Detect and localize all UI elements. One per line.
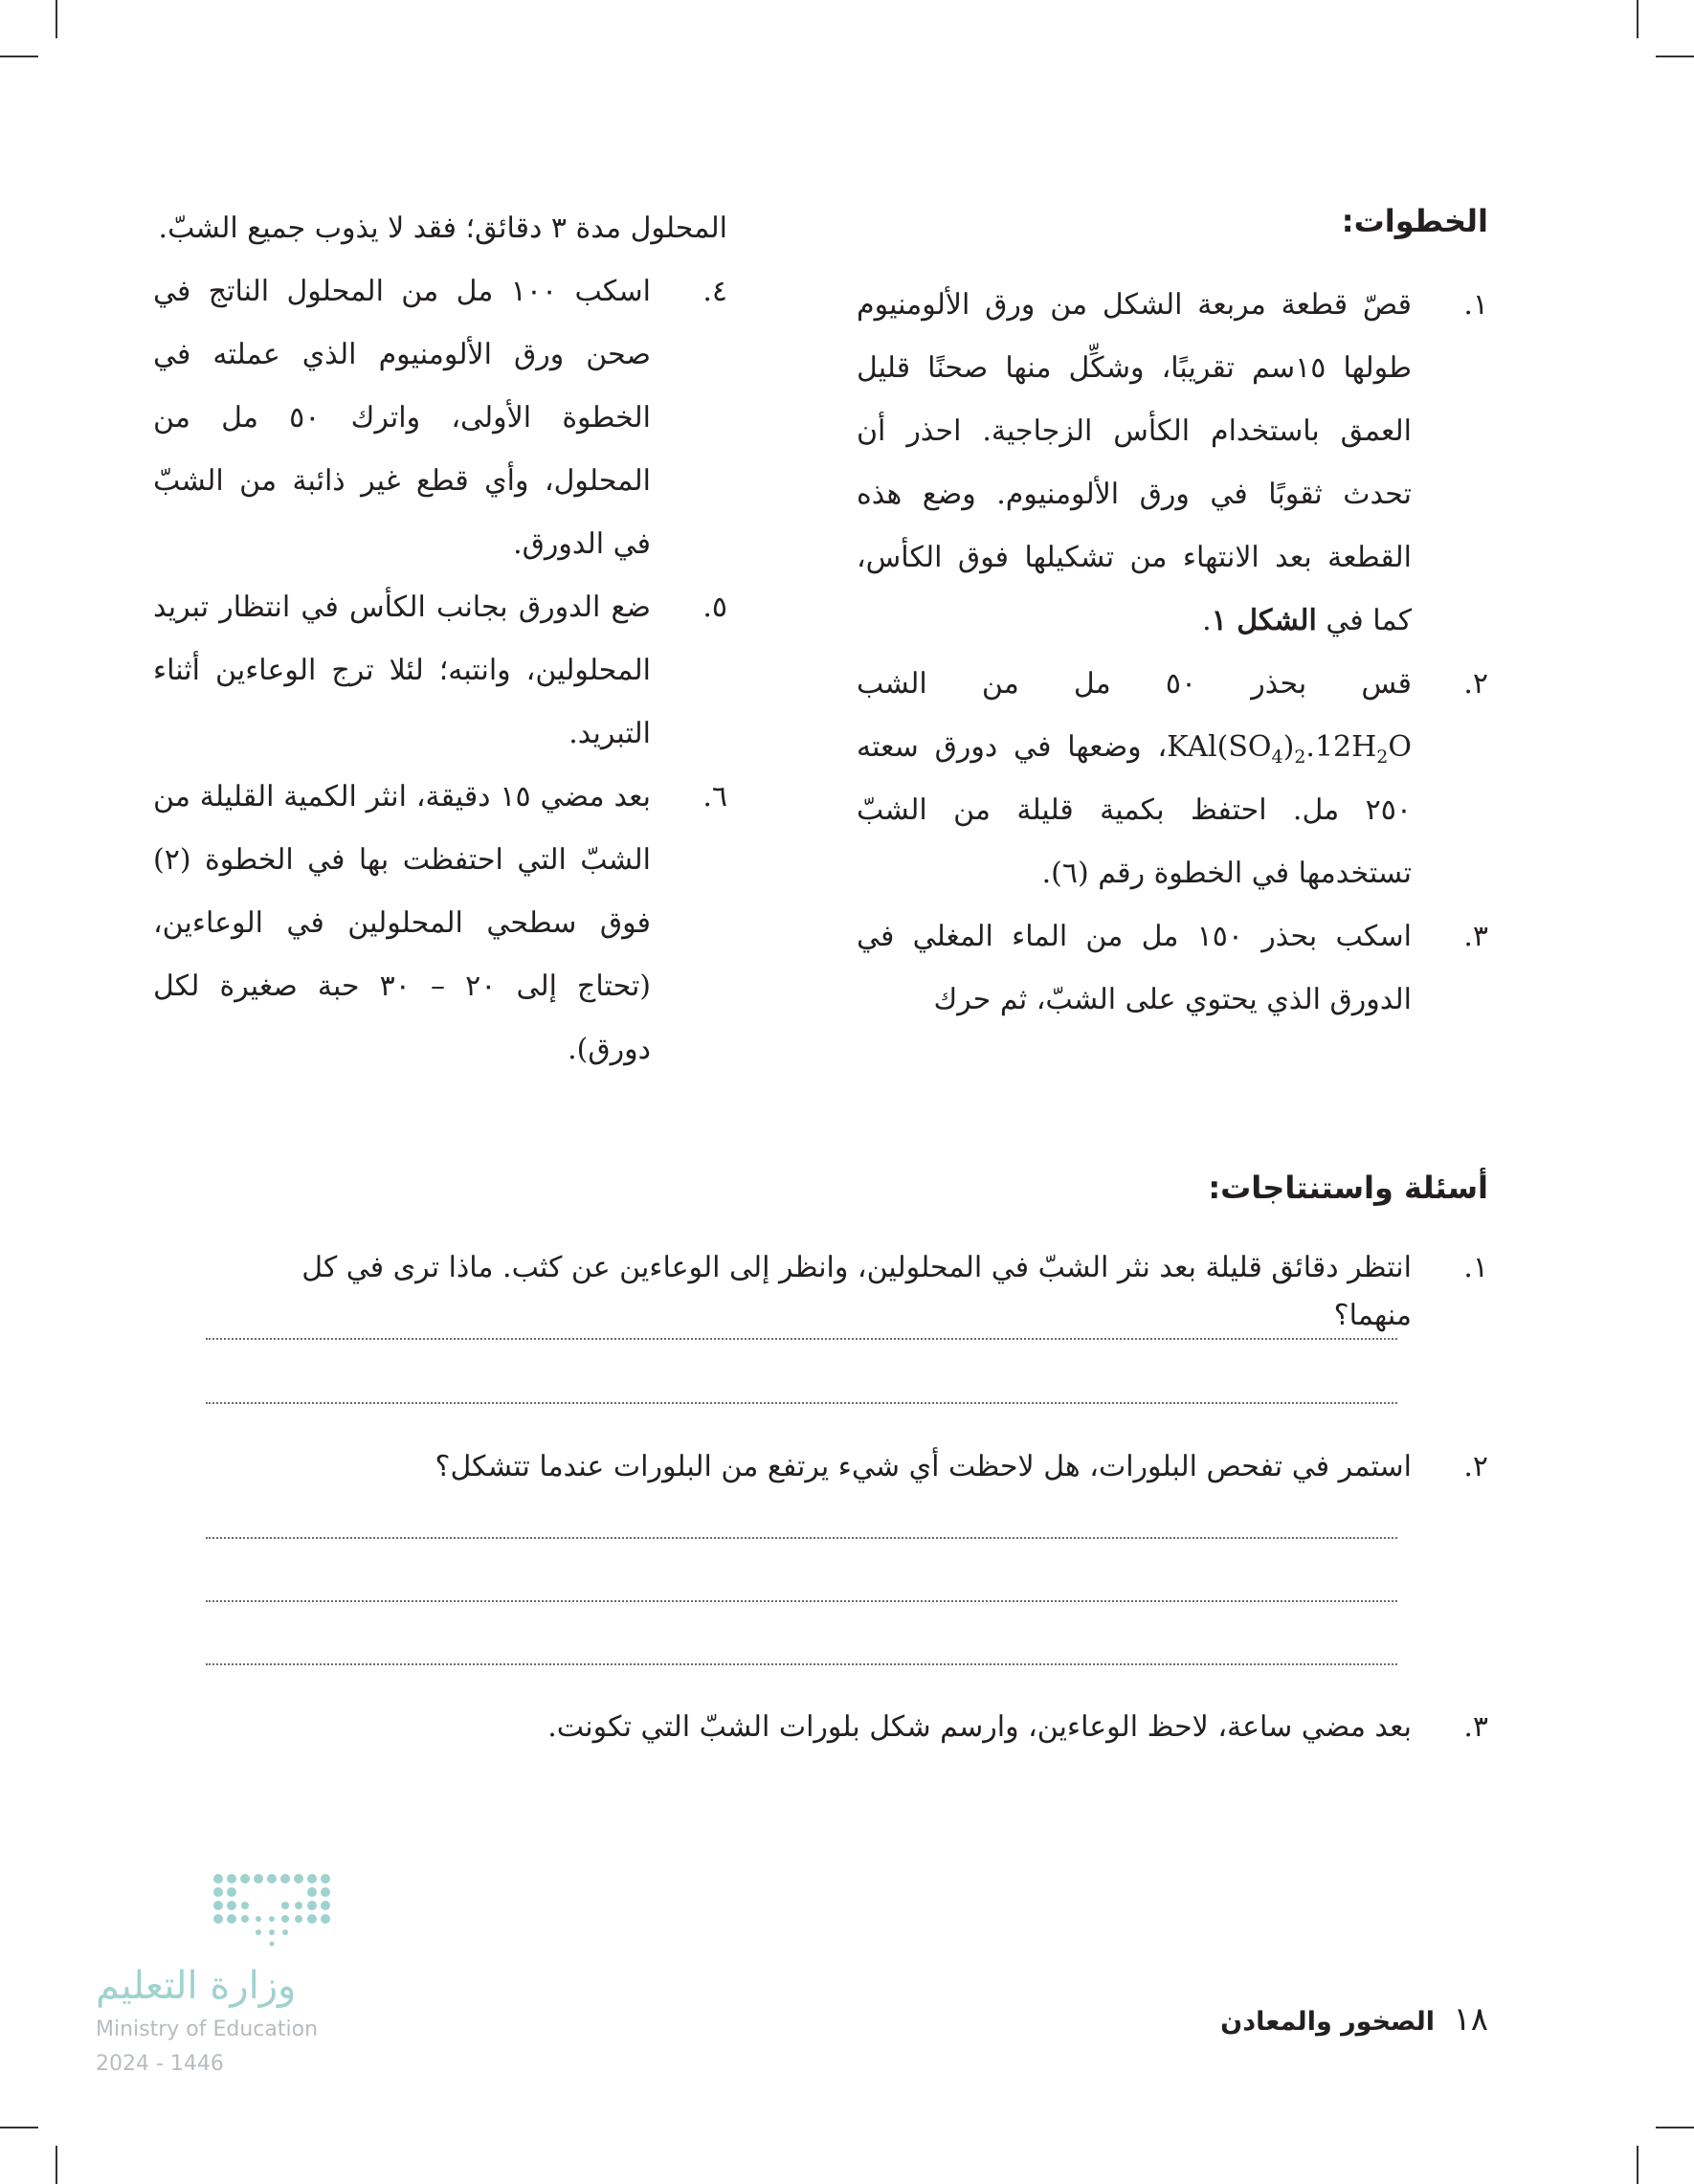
question-number: ٣. — [1463, 1710, 1488, 1744]
step-text-end: . — [1202, 604, 1212, 637]
question-item — [215, 1704, 1488, 1751]
question-number: ٢. — [1463, 1450, 1488, 1483]
question-text: انتظر دقائق قليلة بعد نثر الشبّ في المحلولين، وانظر إلى الوعاءين عن كثب. ماذا ترى في كل منهما؟ — [301, 1251, 1412, 1332]
answer-line[interactable] — [206, 1663, 1397, 1665]
chapter-title: الصخور والمعادن — [1220, 2007, 1436, 2037]
question-text: استمر في تفحص البلورات، هل لاحظت أي شيء يرتفع من البلورات عندما تتشكل؟ — [435, 1450, 1412, 1483]
step-item — [857, 653, 1488, 905]
step-text: المحلول مدة ٣ دقائق؛ فقد لا يذوب جميع الشبّ. — [158, 212, 727, 245]
step-text: اسكب بحذر ١٥٠ مل من الماء المغلي في الدورق الذي يحتوي على الشبّ، ثم حرك — [857, 920, 1412, 1016]
ministry-name-arabic: وزارة التعليم — [96, 1964, 297, 2008]
steps-heading: الخطوات: — [1341, 203, 1488, 239]
ministry-name-english: Ministry of Education — [96, 2017, 319, 2041]
edition-year: 2024 - 1446 — [96, 2052, 224, 2076]
answer-line[interactable] — [206, 1600, 1397, 1602]
step-number: ٤. — [702, 275, 727, 308]
step-text: ضع الدورق بجانب الكأس في انتظار تبريد المحلولين، وانتبه؛ لئلا ترج الوعاءين أثناء التبريد. — [153, 591, 651, 750]
step-item — [857, 905, 1488, 1032]
question-item — [215, 1244, 1488, 1340]
step-text: بعد مضي ١٥ دقيقة، انثر الكمية القليلة من الشبّ التي احتفظت بها في الخطوة (٢) فوق سطحي المحلولين في الوعاءين، (تحتاج إلى ٢٠ – ٣٠ حبة صغيرة لكل دورق). — [153, 780, 652, 1066]
step-number: ٢. — [1463, 667, 1488, 701]
question-number: ١. — [1463, 1251, 1488, 1284]
step-text: قصّ قطعة مربعة الشكل من ورق الألومنيوم طولها ١٥سم تقريبًا، وشكِّل منها صحنًا قليل العمق باستخدام الكأس الزجاجية. احذر أن تحدث ثقوبًا في ورق الألومنيوم. وضع هذه القطعة بعد الانتهاء من تشكيلها فوق الكأس، كما في — [857, 288, 1412, 637]
alum-formula: $KAl(SO_4)_2.12H_2O$ — [1167, 730, 1412, 768]
page-footer — [1220, 2000, 1488, 2039]
step-text: اسكب ١٠٠ مل من المحلول الناتج في صحن ورق الألومنيوم الذي عملته في الخطوة الأولى، واترك ٥٠ مل من المحلول، وأي قطع غير ذائبة من الشبّ في الدورق. — [153, 275, 651, 561]
step-item — [153, 260, 727, 576]
step-item — [857, 274, 1488, 653]
step-text: ، وضعها في دورق سعته ٢٥٠ مل. احتفظ بكمية قليلة من الشبّ تستخدمها في الخطوة رقم (٦). — [857, 730, 1412, 890]
answer-line[interactable] — [206, 1338, 1397, 1340]
question-text: بعد مضي ساعة، لاحظ الوعاءين، وارسم شكل بلورات الشبّ التي تكونت. — [547, 1710, 1412, 1744]
step-item — [153, 766, 727, 1081]
questions-heading: أسئلة واستنتاجات: — [1208, 1170, 1488, 1206]
step-item — [153, 576, 727, 766]
step-number: ٦. — [702, 780, 727, 813]
steps-list-right-column — [857, 274, 1488, 1032]
step-continuation — [153, 197, 727, 260]
step-number: ٣. — [1463, 920, 1488, 953]
steps-list-left-column — [153, 197, 727, 1081]
figure-reference: الشكل ١ — [1211, 604, 1317, 637]
page-number: ١٨ — [1453, 2000, 1488, 2039]
step-number: ٥. — [702, 591, 727, 624]
step-number: ١. — [1463, 288, 1488, 322]
answer-line[interactable] — [206, 1402, 1397, 1404]
answer-line[interactable] — [206, 1537, 1397, 1539]
step-text: قس بحذر ٥٠ مل من الشب — [857, 667, 1413, 701]
question-item — [215, 1443, 1488, 1491]
